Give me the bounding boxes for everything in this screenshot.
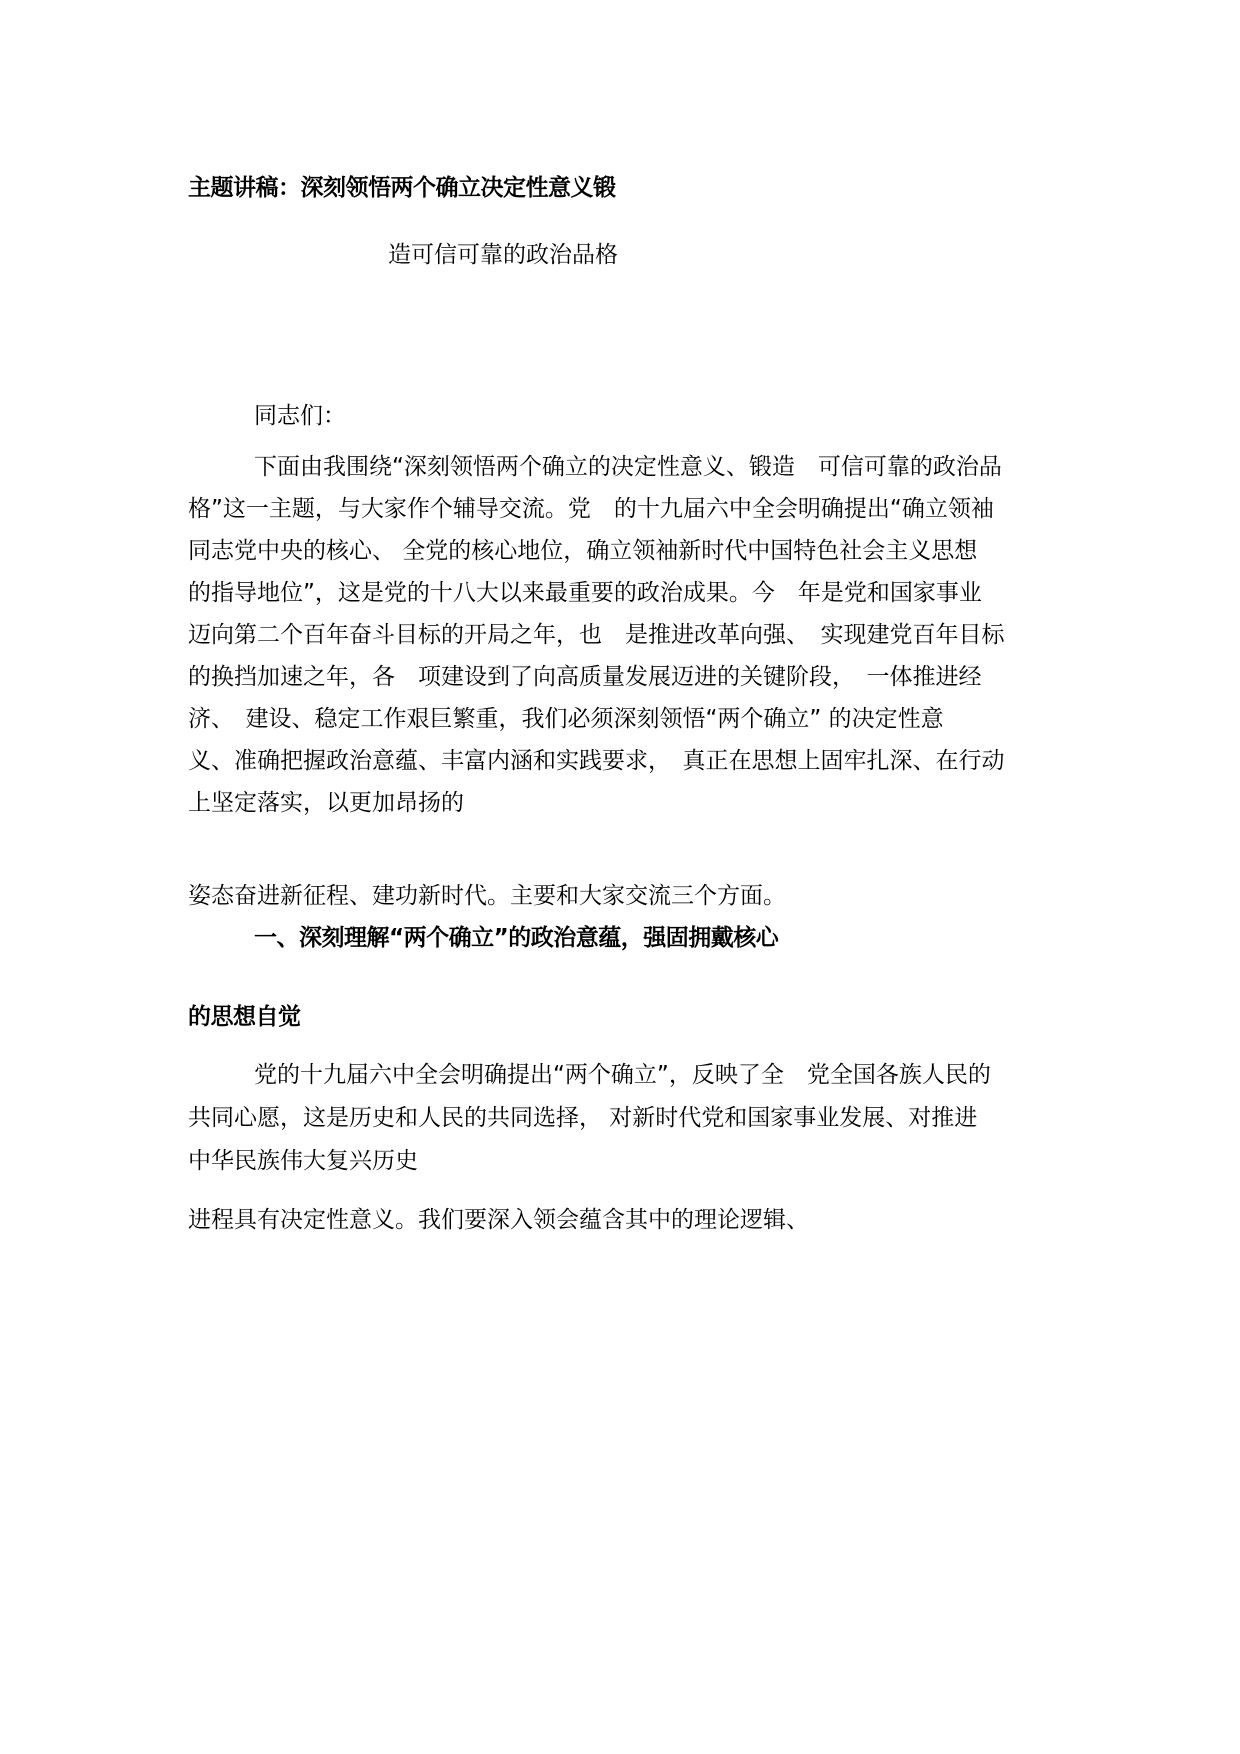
paragraph-1-line: 的换挡加速之年，各 项建设到了向高质量发展迈进的关键阶段， 一体推进经 <box>188 664 982 690</box>
paragraph-1-line: 上坚定落实，以更加昂扬的 <box>188 790 464 816</box>
section-heading-1-line-2: 的思想自觉 <box>188 1004 301 1030</box>
section-heading-1-line-1: 一、深刻理解“两个确立”的政治意蕴，强固拥戴核心 <box>254 925 779 951</box>
paragraph-1-line: 济、 建设、稳定工作艰巨繁重，我们必须深刻领悟“两个确立” 的决定性意 <box>188 706 944 732</box>
paragraph-1-line: 义、准确把握政治意蕴、丰富内涵和实践要求， 真正在思想上固牢扎深、在行动 <box>188 748 1005 774</box>
salutation: 同志们： <box>254 403 346 429</box>
paragraph-1-line: 格”这一主题，与大家作个辅导交流。党 的十九届六中全会明确提出“确立领袖 <box>188 496 994 522</box>
paragraph-2-line: 中华民族伟大复兴历史 <box>188 1148 418 1174</box>
paragraph-2-line: 共同心愿，这是历史和人民的共同选择， 对新时代党和国家事业发展、对推进 <box>188 1105 978 1131</box>
paragraph-1-line: 迈向第二个百年奋斗目标的开局之年，也 是推进改革向强、 实现建党百年目标 <box>188 622 1005 648</box>
paragraph-1-line: 姿态奋进新征程、建功新时代。主要和大家交流三个方面。 <box>188 883 786 909</box>
document-title-line-1: 主题讲稿：深刻领悟两个确立决定性意义锻 <box>188 175 616 201</box>
paragraph-1-line: 的指导地位”，这是党的十八大以来最重要的政治成果。今 年是党和国家事业 <box>188 580 982 606</box>
paragraph-1-line: 下面由我围绕“深刻领悟两个确立的决定性意义、锻造 可信可靠的政治品 <box>254 454 1002 480</box>
paragraph-1-line: 同志党中央的核心、 全党的核心地位，确立领袖新时代中国特色社会主义思想 <box>188 538 978 564</box>
document-title-line-2: 造可信可靠的政治品格 <box>388 242 618 268</box>
paragraph-2-line: 党的十九届六中全会明确提出“两个确立”，反映了全 党全国各族人民的 <box>254 1062 991 1088</box>
paragraph-2-line: 进程具有决定性意义。我们要深入领会蕴含其中的理论逻辑、 <box>188 1207 809 1233</box>
